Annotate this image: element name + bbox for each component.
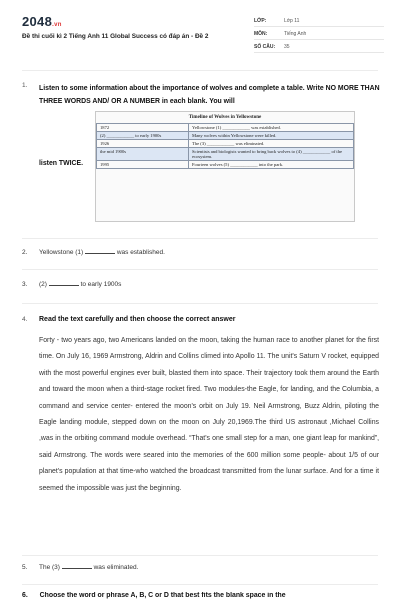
question-text-after: was established. bbox=[116, 249, 165, 256]
question-text-after: to early 1900s bbox=[80, 281, 122, 288]
table-row bbox=[97, 148, 354, 161]
question-4-heading: Read the text carefully and then choose the correct answer bbox=[39, 316, 236, 323]
meta-row-class bbox=[254, 16, 384, 27]
question-number: 5. bbox=[22, 564, 28, 571]
question-6-partial bbox=[22, 592, 382, 600]
meta-row-subject bbox=[254, 29, 384, 40]
logo-suffix: .vn bbox=[52, 22, 62, 28]
question-1-instructions: Listen to some information about the importance of wolves and complete a table. Write NO MORE THAN THREE WORDS AND/ OR A NUMBER in each blank. You will bbox=[39, 85, 380, 105]
divider bbox=[22, 238, 378, 239]
divider bbox=[22, 555, 378, 556]
question-6-text: Choose the word or phrase A, B, C or D that best fits the blank space in the bbox=[39, 592, 286, 599]
question-text-before: The (3) bbox=[39, 564, 60, 571]
answer-blank[interactable] bbox=[85, 249, 115, 254]
page-header bbox=[0, 0, 400, 62]
question-number: 4. bbox=[22, 316, 28, 323]
table-cell-event: Scientists and biologists wanted to bring back wolves to (4) ____________ of the ecosystem. bbox=[189, 148, 354, 161]
reading-passage: Forty - two years ago, two Americans landed on the moon, taking the human race to another planet for the first time. On July 16, 1969 Armstrong, Aldrin and Collins climed into Apollo 11. The unit's Saturn V rocket, equipped with the most powerful engines ever built, blasted them into space. Their trajectory took them around the Earth and toward the moon when a third-stage rocket fired. Two modules-the Eagle, for landing, and the Columbia, a command and service center- entered the moon's orbit on July 19. Neil Armstrong, Buzz Aldrin, piloting the Eagle landing module, stepped down on the moon on July 20,1969.The third US astronaut ,Michael Collins ,was in the orbiting command module overhead. “That's one small step for a man, one giant leap for mankind”, said Armstrong. The words were seared into the memories of the 600 million some people- about 1/5 of our planet's population at that time-who watched the broadcast transmitted from the lunar surface. And for a time it seemed the impossible was just the beginning. bbox=[39, 337, 379, 492]
divider bbox=[22, 70, 378, 71]
question-number: 6. bbox=[22, 592, 28, 599]
table-row bbox=[97, 161, 354, 169]
table-row bbox=[97, 140, 354, 148]
question-text-before: (2) bbox=[39, 281, 47, 288]
table-cell-time: 1995 bbox=[97, 161, 189, 169]
table-cell-time: 1926 bbox=[97, 140, 189, 148]
question-2-text bbox=[39, 249, 165, 256]
document-title: Đề thi cuối kì 2 Tiếng Anh 11 Global Success có đáp án - Đề 2 bbox=[22, 33, 209, 40]
table-cell-time: 1872 bbox=[97, 124, 189, 132]
table-row bbox=[97, 132, 354, 140]
timeline-table bbox=[95, 111, 355, 222]
question-5-text bbox=[39, 564, 138, 571]
answer-blank[interactable] bbox=[62, 564, 92, 569]
question-number: 2. bbox=[22, 249, 28, 256]
meta-panel bbox=[254, 16, 384, 55]
site-logo[interactable] bbox=[22, 14, 62, 29]
meta-value: 35 bbox=[284, 44, 290, 50]
divider bbox=[22, 584, 378, 585]
question-3 bbox=[22, 281, 122, 288]
question-1-instructions-tail: listen TWICE. bbox=[39, 160, 84, 167]
meta-key: SỐ CÂU: bbox=[254, 44, 276, 50]
table-cell-time: the mid 1900s bbox=[97, 148, 189, 161]
table-row bbox=[97, 124, 354, 132]
table-cell-event: Many wolves within Yellowstone were killed. bbox=[189, 132, 354, 140]
meta-value: Lớp 11 bbox=[284, 18, 300, 24]
meta-key: LỚP: bbox=[254, 18, 267, 24]
timeline-grid bbox=[96, 123, 354, 169]
question-text-before: Yellowstone (1) bbox=[39, 249, 84, 256]
table-cell-event: Yellowstone (1) ____________ was established. bbox=[189, 124, 354, 132]
divider bbox=[22, 303, 378, 304]
answer-blank[interactable] bbox=[49, 281, 79, 286]
meta-row-count bbox=[254, 42, 384, 53]
logo-text: 2048 bbox=[22, 14, 53, 29]
table-cell-event: The (3) ____________ was eliminated. bbox=[189, 140, 354, 148]
meta-value: Tiếng Anh bbox=[284, 31, 307, 37]
meta-key: MÔN: bbox=[254, 31, 268, 37]
question-text-after: was eliminated. bbox=[93, 564, 139, 571]
table-cell-time: (2) ____________ to early 1900s bbox=[97, 132, 189, 140]
table-cell-event: Fourteen wolves (5) ____________ into the park. bbox=[189, 161, 354, 169]
question-2 bbox=[22, 249, 165, 256]
question-5 bbox=[22, 564, 139, 571]
divider bbox=[22, 269, 378, 270]
table-title: Timeline of Wolves in Yellowstone bbox=[188, 115, 262, 120]
question-number: 3. bbox=[22, 281, 28, 288]
question-number: 1. bbox=[22, 82, 28, 89]
question-3-text bbox=[39, 281, 121, 288]
